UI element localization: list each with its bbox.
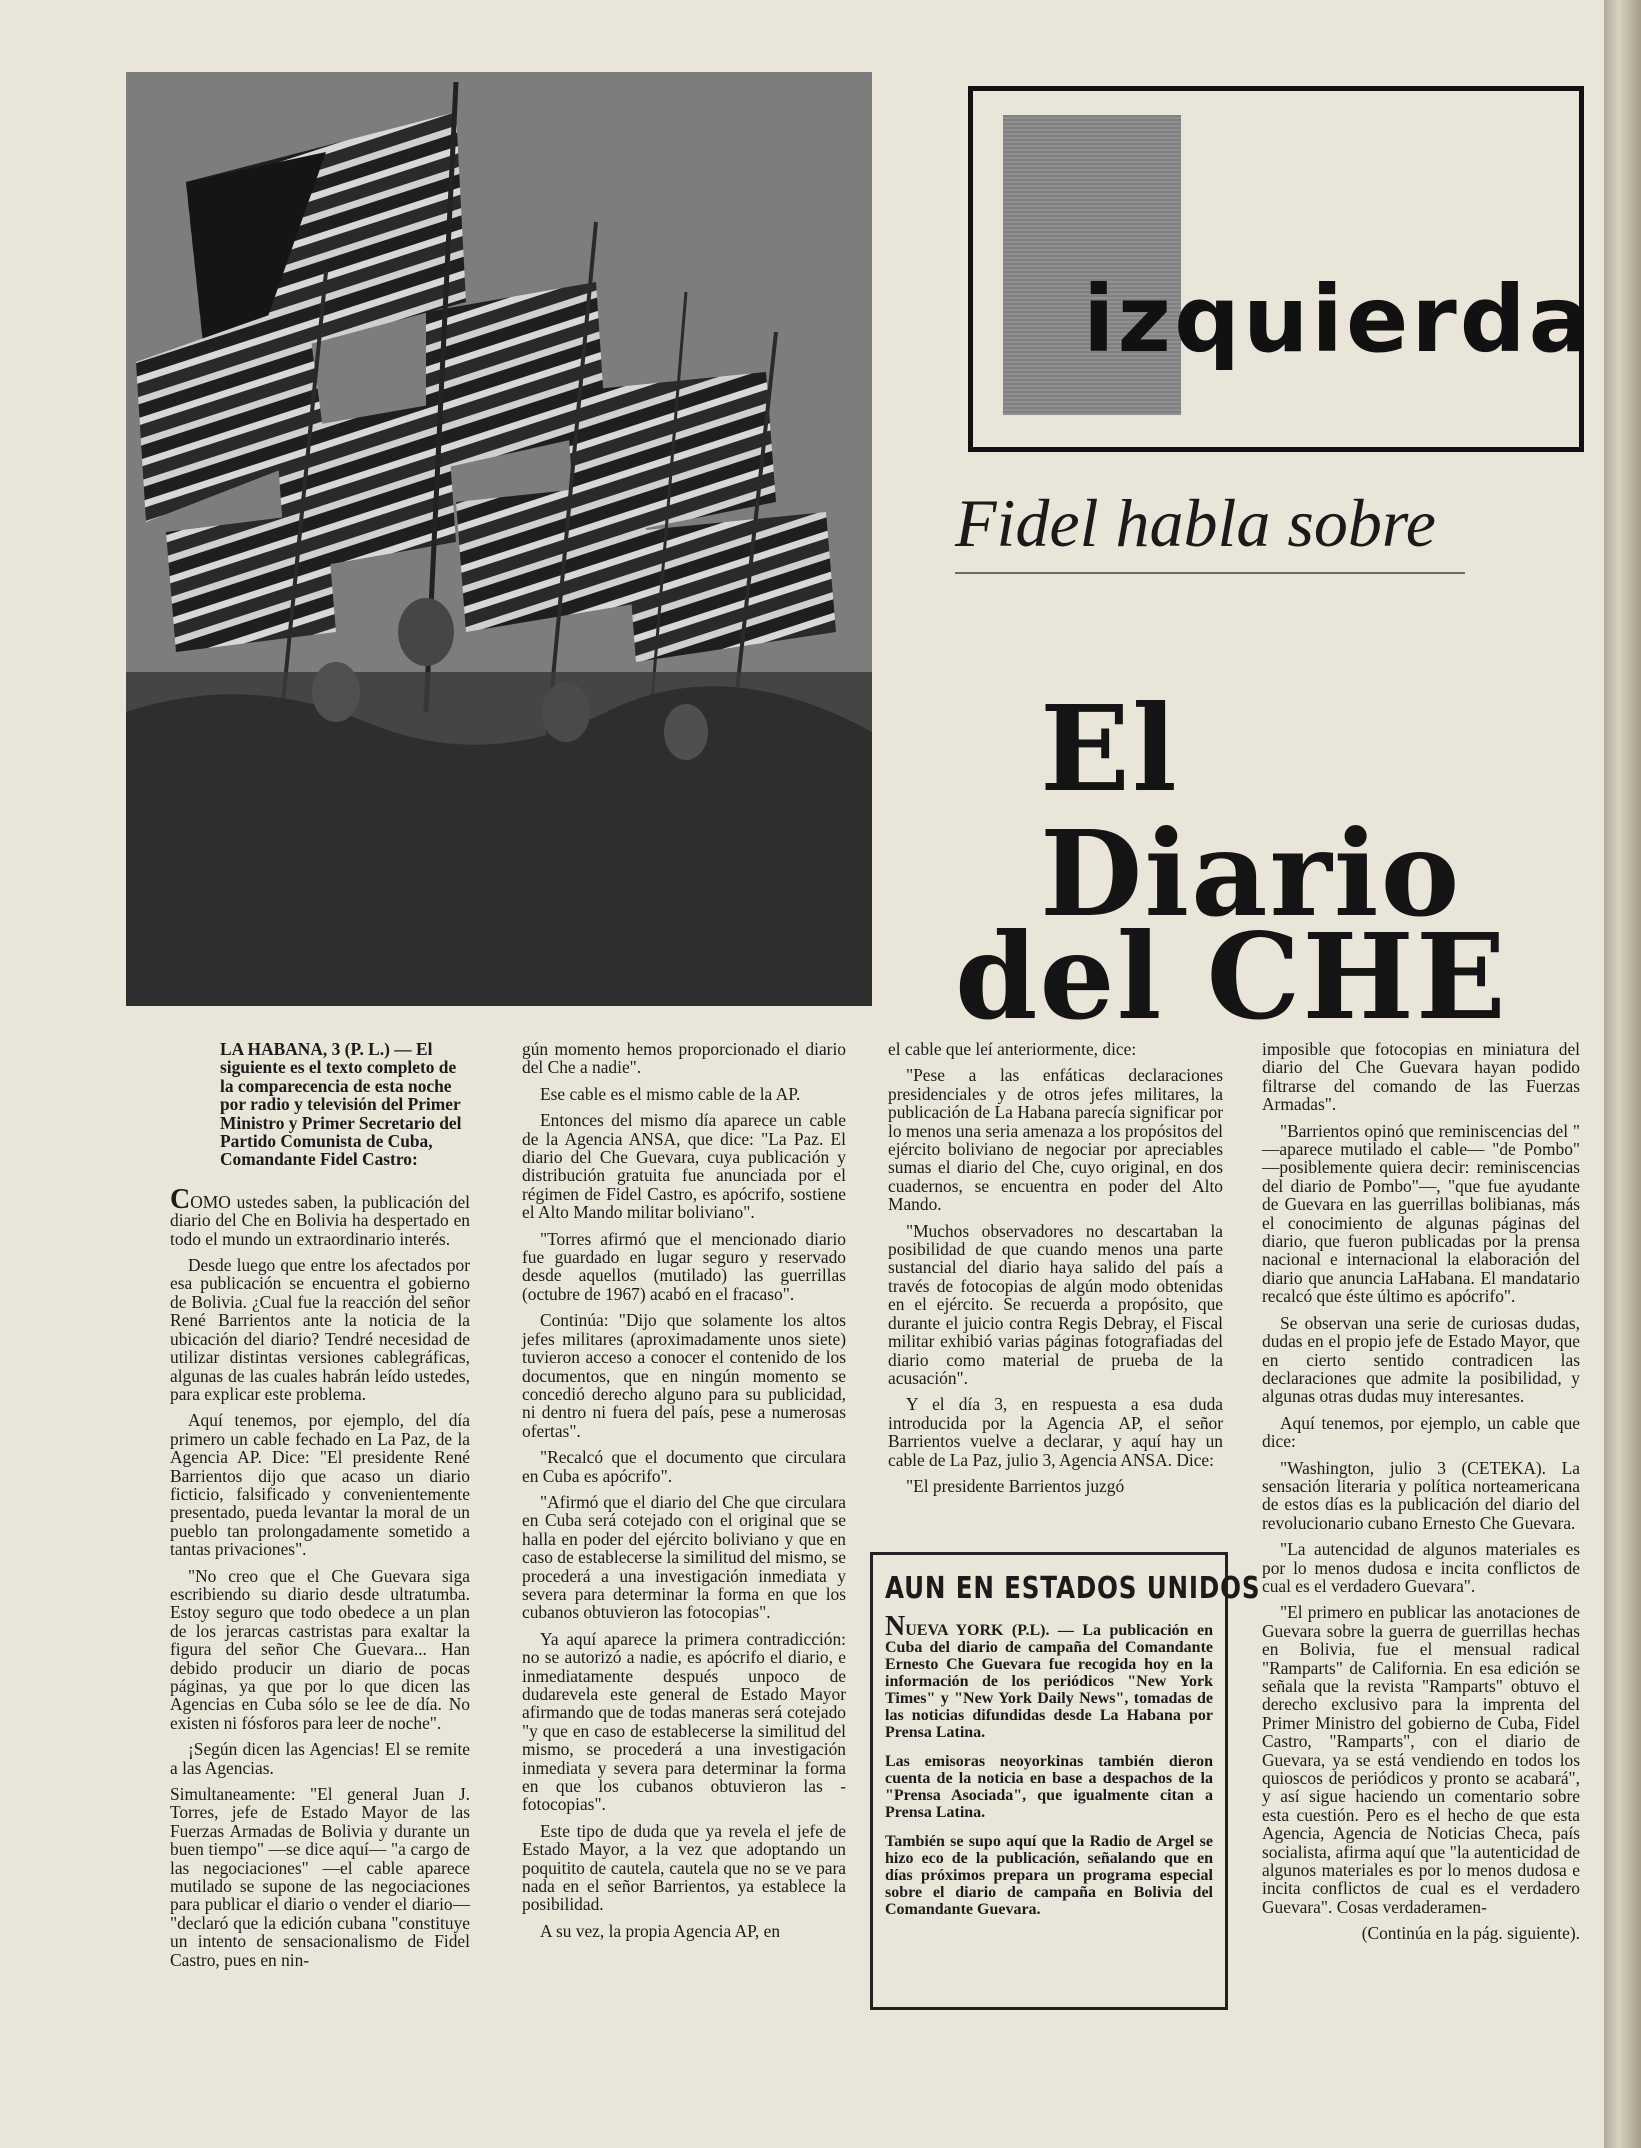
continued-note: (Continúa en la pág. siguiente).: [1361, 1923, 1580, 1944]
paragraph: "El presidente Barrientos juzgó: [906, 1475, 1125, 1496]
paragraph: Simultaneamente: "El general Juan J. Torres, jefe de Estado Mayor de las Fuerzas Armadas de Bolivia y durante un buen tiempo" —se dice aquí— "a cargo de las negociaciones" —el cable aparece mutilado se supone de las negociaciones para publicar el diario o vender el diario— "declaró que la edición cubana "constituye un intento de sensacionalismo de Fidel Castro, pues en nin-: [170, 1784, 470, 1970]
article-intro: LA HABANA, 3 (P. L.) — El siguiente es el texto completo de la comparecencia de esta noche por radio y televisión del Primer Ministro y Primer Secretario del Partido Comunista de Cuba, Comandante Fidel Castro:: [220, 1039, 462, 1170]
paragraph: Continúa: "Dijo que solamente los altos jefes militares (aproximadamente unos siete) tuvieron acceso a conocer el contenido de los documentos, que en ningún momento se concedió derecho alguno para su publicidad, ni dentro ni fuera del país, pese a numerosas ofertas".: [522, 1310, 846, 1441]
magazine-logo: izquierda: [1083, 266, 1594, 373]
sidebar-paragraph: Las emisoras neoyorkinas también dieron cuenta de la noticia en base a despachos de la "Prensa Asociada", que igualmente citan a Prensa Latina.: [885, 1753, 1213, 1821]
paragraph: Ese cable es el mismo cable de la AP.: [540, 1083, 801, 1104]
paragraph: "Muchos observadores no descartaban la posibilidad de que cuando menos una parte sustancial del diario haya salido del país a través de fotocopias de algún modo obtenidas en el ejército. Se recuerda a propósito, que durante el juicio contra Regis Debray, el Fiscal militar exhibió varias páginas fotografiadas del diario como material de prueba de la acusación".: [888, 1220, 1223, 1388]
sidebar-title: AUN EN ESTADOS UNIDOS: [885, 1571, 1261, 1606]
sidebar-box: [870, 1552, 1261, 2010]
sidebar-paragraph: También se supo aquí que la Radio de Argel se hizo eco de la publicación, señalando que en días próximos prepara un programa especial sobre el diario de campaña en Bolivia del Comandante Guevara.: [885, 1833, 1213, 1918]
paragraph: "Torres afirmó que el mencionado diario fue guardado en lugar seguro y reservado desde aquellos (mutilado) las guerrillas (octubre de 1967) acabó en el fracaso".: [522, 1228, 846, 1304]
paragraph: gún momento hemos proporcionado el diario del Che a nadie".: [522, 1039, 846, 1078]
paragraph: Se observan una serie de curiosas dudas, dudas en el propio jefe de Estado Mayor, que en cierto sentido contradicen las declaraciones que admite la posibilidad, y algunas otras dudas muy interesantes.: [1262, 1312, 1580, 1407]
paragraph: "Afirmó que el diario del Che que circulara en Cuba será cotejado con el original que se halla en poder del ejército boliviano y que en caso de establecerse la similitud del mismo, se procederá a una investigación inmediata y severa para determinar la forma en que los cubanos obtuvieron las fotocopias".: [522, 1491, 846, 1623]
paragraph: Aquí tenemos, por ejemplo, del día primero un cable fechado en La Paz, de la Agencia AP. Dice: "El presidente René Barrientos dijo que acaso un diario ficticio, falsificado y convenientemente presentado, pueda levantar la moral de un pueblo tan prolongadamente sometido a tantas privaciones".: [170, 1410, 470, 1560]
paragraph: "La autencidad de algunos materiales es por lo menos dudosa e incita conflictos de cual es el verdadero Guevara".: [1262, 1539, 1580, 1596]
dropcap: C: [170, 1183, 191, 1215]
flag-march-photo: [126, 72, 872, 1006]
paragraph: Y el día 3, en respuesta a esa duda introducida por la Agencia AP, el señor Barrientos vuelve a declarar, y aquí hay un cable de La Paz, julio 3, Agencia ANSA. Dice:: [888, 1394, 1223, 1470]
headline-line-2: Diario: [1040, 804, 1462, 943]
kicker-rule: [955, 572, 1465, 574]
paragraph: COMO ustedes saben, la publicación del diario del Che en Bolivia ha despertado en todo el mundo un extraordinario interés.: [170, 1183, 470, 1249]
paragraph: "Recalcó que el documento que circulara en Cuba es apócrifo".: [522, 1447, 846, 1486]
magazine-logo-box: [968, 86, 1594, 452]
paragraph: A su vez, la propia Agencia AP, en: [540, 1920, 781, 1941]
article-column-3: [888, 1040, 1223, 1503]
sidebar-paragraph: NUEVA YORK (P.L). — La publicación en Cuba del diario de campaña del Comandante Ernesto Che Guevara fue recogida hoy en la información de los periódicos "New York Times" y "New York Daily News", tomadas de las noticias difundidas desde La Habana por Prensa Latina.: [885, 1611, 1213, 1741]
flags-illustration: [126, 72, 872, 1006]
paragraph: el cable que leí anteriormente, dice:: [888, 1039, 1137, 1059]
paragraph: "Barrientos opinó que reminiscencias del " —aparece mutilado el cable— "de Pombo" —posiblemente quiera decir: reminiscencias del diario de Pombo"—, "que fue ayudante de Guevara en las guerrillas bolibianas, más el conocimiento de algunas páginas del diario, que fueron publicadas por la prensa nacional e internacional la elaboración del diario que anuncia LaHabana. El mandatario recalcó que éste último es apócrifo".: [1262, 1120, 1580, 1307]
paragraph: Este tipo de duda que ya revela el jefe de Estado Mayor, a la vez que adoptando un poquitito de cautela, cautela que no se ve para nada en el señor Barrientos, ya establece la posibilidad.: [522, 1820, 846, 1915]
paragraph: Ya aquí aparece la primera contradicción: no se autorizó a nadie, es apócrifo el diario, e inmediatamente después unpoco de dudarevela este general de Estado Mayor afirmando que de todas maneras será cotejado "y que en caso de establecerse la similitud del mismo, se procederá a una investigación inmediata y severa para determinar la forma en que los cubanos obtuvieron las -fotocopias".: [522, 1628, 846, 1815]
paragraph: imposible que fotocopias en miniatura del diario del Che Guevara hayan podido filtrarse del comando de las Fuerzas Armadas".: [1262, 1039, 1580, 1115]
article-column-4: [1262, 1040, 1580, 1951]
paragraph: Desde luego que entre los afectados por esa publicación se encuentra el gobierno de Bolivia. ¿Cual fue la reacción del señor René Barrientos ante la noticia de la ubicación del diario? Tendré necesidad de utilizar distintas versiones cablegráficas, algunas de las cuales habrán leído ustedes, para explicar este problema.: [170, 1255, 470, 1404]
paragraph: ¡Según dicen las Agencias! El se remite a las Agencias.: [170, 1739, 470, 1778]
article-column-2: [522, 1040, 846, 1948]
dropcap: N: [885, 1611, 906, 1642]
article-column-1: [170, 1040, 470, 1977]
paragraph: "No creo que el Che Guevara siga escribiendo su diario desde ultratumba. Estoy seguro que todo obedece a un plan de los jerarcas castristas para exaltar la figura del señor Che Guevara... Han debido producir un diario de pocas páginas, ya que por lo que dicen las Agencias en Cuba sólo se lee de día. No existen ni fósforos para leer de noche".: [170, 1565, 470, 1733]
paragraph: "Washington, julio 3 (CETEKA). La sensación literaria y política norteamericana de estos días es la publicación del diario del revolucionario cubano Ernesto Che Guevara.: [1262, 1457, 1580, 1533]
headline-kicker: Fidel habla sobre: [955, 485, 1436, 561]
paragraph: Entonces del mismo día aparece un cable de la Agencia ANSA, que dice: "La Paz. El diario del Che Guevara, cuya publicación y distribución gratuita fue anunciada por el régimen de Fidel Castro, es apócrifo, sostiene el Alto Mando militar boliviano".: [522, 1110, 846, 1223]
binding-edge: [1604, 0, 1641, 2148]
headline-line-1: El: [1040, 679, 1179, 818]
paragraph: Aquí tenemos, por ejemplo, un cable que dice:: [1262, 1412, 1580, 1452]
paragraph: "El primero en publicar las anotaciones de Guevara sobre la guerra de guerrillas hechas en Bolivia, fue el mensual radical "Ramparts" de California. En esa edición se señala que la revista "Ramparts" obtuvo el derecho exclusivo para la imprenta del Primer Ministro del gobierno de Cuba, Fidel Castro, "Ramparts", con el diario de Guevara, ya se está vendiendo en todos los quioscos de periódicos y pronto se acabará", y así sigue haciendo un comentario sobre esta cuestión. Pero es el hecho de que esta Agencia, Agencia de Noticias Checa, país socialista, afirma aquí que "la autenticidad de algunos materiales es por lo menos dudosa e incita conflictos de cual es el verdadero Guevara". Cosas verdaderamen-: [1262, 1602, 1580, 1917]
paragraph: "Pese a las enfáticas declaraciones presidenciales y de otros jefes militares, la publicación de La Habana parecía significar por lo menos una seria amenaza a los propósitos del ejército boliviano de negociar por apreciables sumas el diario del Che, cuyo original, en dos cuadernos, se encuentra en poder del Alto Mando.: [888, 1065, 1223, 1215]
headline-line-3: del CHE: [955, 907, 1508, 1046]
